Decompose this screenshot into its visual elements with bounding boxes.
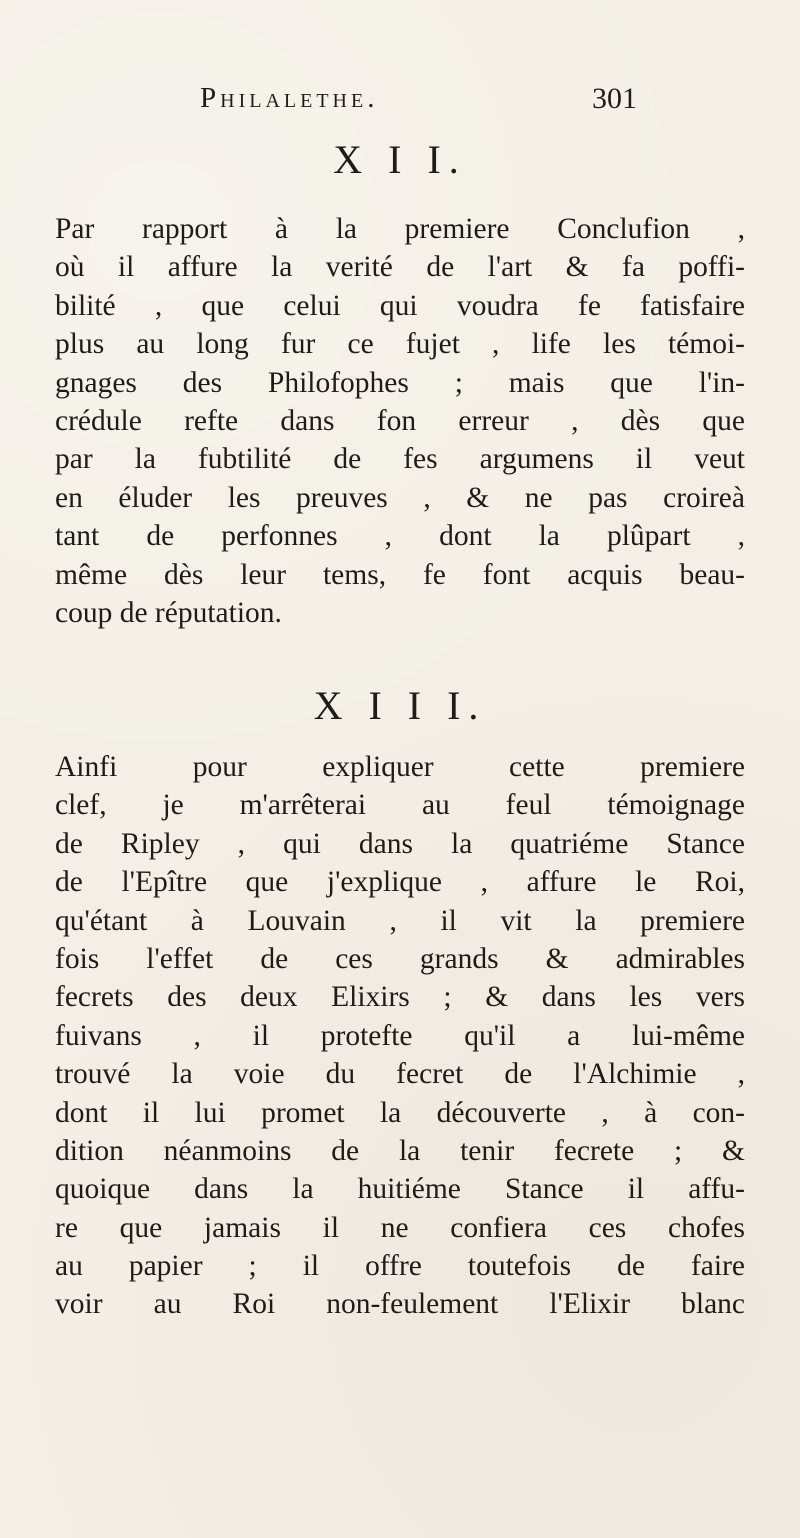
text-line: fuivans , il protefte qu'il a lui-même bbox=[55, 1019, 745, 1052]
text-line: voir au Roi non-feulement l'Elixir blanc bbox=[55, 1288, 745, 1321]
paragraph-xii bbox=[55, 210, 745, 632]
text-line: tant de perfonnes , dont la plûpart , bbox=[55, 520, 745, 553]
text-line: coup de réputation. bbox=[55, 596, 282, 629]
text-line: fois l'effet de ces grands & admirables bbox=[55, 942, 745, 975]
text-line: gnages des Philofophes ; mais que l'in- bbox=[55, 366, 745, 399]
page-number: 301 bbox=[592, 82, 637, 115]
section-heading-xii: X I I. bbox=[333, 137, 467, 182]
text-line: de l'Epître que j'explique , affure le Roi, bbox=[55, 866, 745, 899]
text-line: Ainfi pour expliquer cette premiere bbox=[55, 751, 745, 783]
text-line: de Ripley , qui dans la quatriéme Stance bbox=[55, 827, 745, 860]
text-line: bilité , que celui qui voudra fe fatisfaire bbox=[55, 289, 745, 322]
text-line: dition néanmoins de la tenir fecrete ; & bbox=[55, 1134, 745, 1167]
text-line: même dès leur tems, fe font acquis beau- bbox=[55, 558, 745, 591]
running-head: Philalethe. bbox=[200, 82, 379, 114]
text-line: quoique dans la huitiéme Stance il affu- bbox=[55, 1173, 745, 1206]
text-line: où il affure la verité de l'art & fa poffi- bbox=[55, 251, 745, 284]
text-line: plus au long fur ce fujet , life les témoi- bbox=[55, 328, 745, 361]
paragraph-xiii bbox=[55, 748, 745, 1324]
section-heading-xiii: X I I I. bbox=[313, 683, 487, 728]
text-line: qu'étant à Louvain , il vit la premiere bbox=[55, 904, 745, 937]
text-line: re que jamais il ne confiera ces chofes bbox=[55, 1211, 745, 1244]
text-line: fecrets des deux Elixirs ; & dans les vers bbox=[55, 981, 745, 1014]
text-line: crédule refte dans fon erreur , dès que bbox=[55, 404, 745, 437]
text-line: au papier ; il offre toutefois de faire bbox=[55, 1250, 745, 1283]
text-line: clef, je m'arrêterai au feul témoignage bbox=[55, 789, 745, 822]
page-header bbox=[0, 82, 800, 122]
text-line: par la fubtilité de fes argumens il veut bbox=[55, 443, 745, 476]
text-line: dont il lui promet la découverte , à con- bbox=[55, 1096, 745, 1129]
text-line: en éluder les preuves , & ne pas croireà bbox=[55, 481, 745, 514]
text-line: trouvé la voie du fecret de l'Alchimie , bbox=[55, 1058, 745, 1091]
text-line: Par rapport à la premiere Conclufion , bbox=[55, 213, 745, 245]
